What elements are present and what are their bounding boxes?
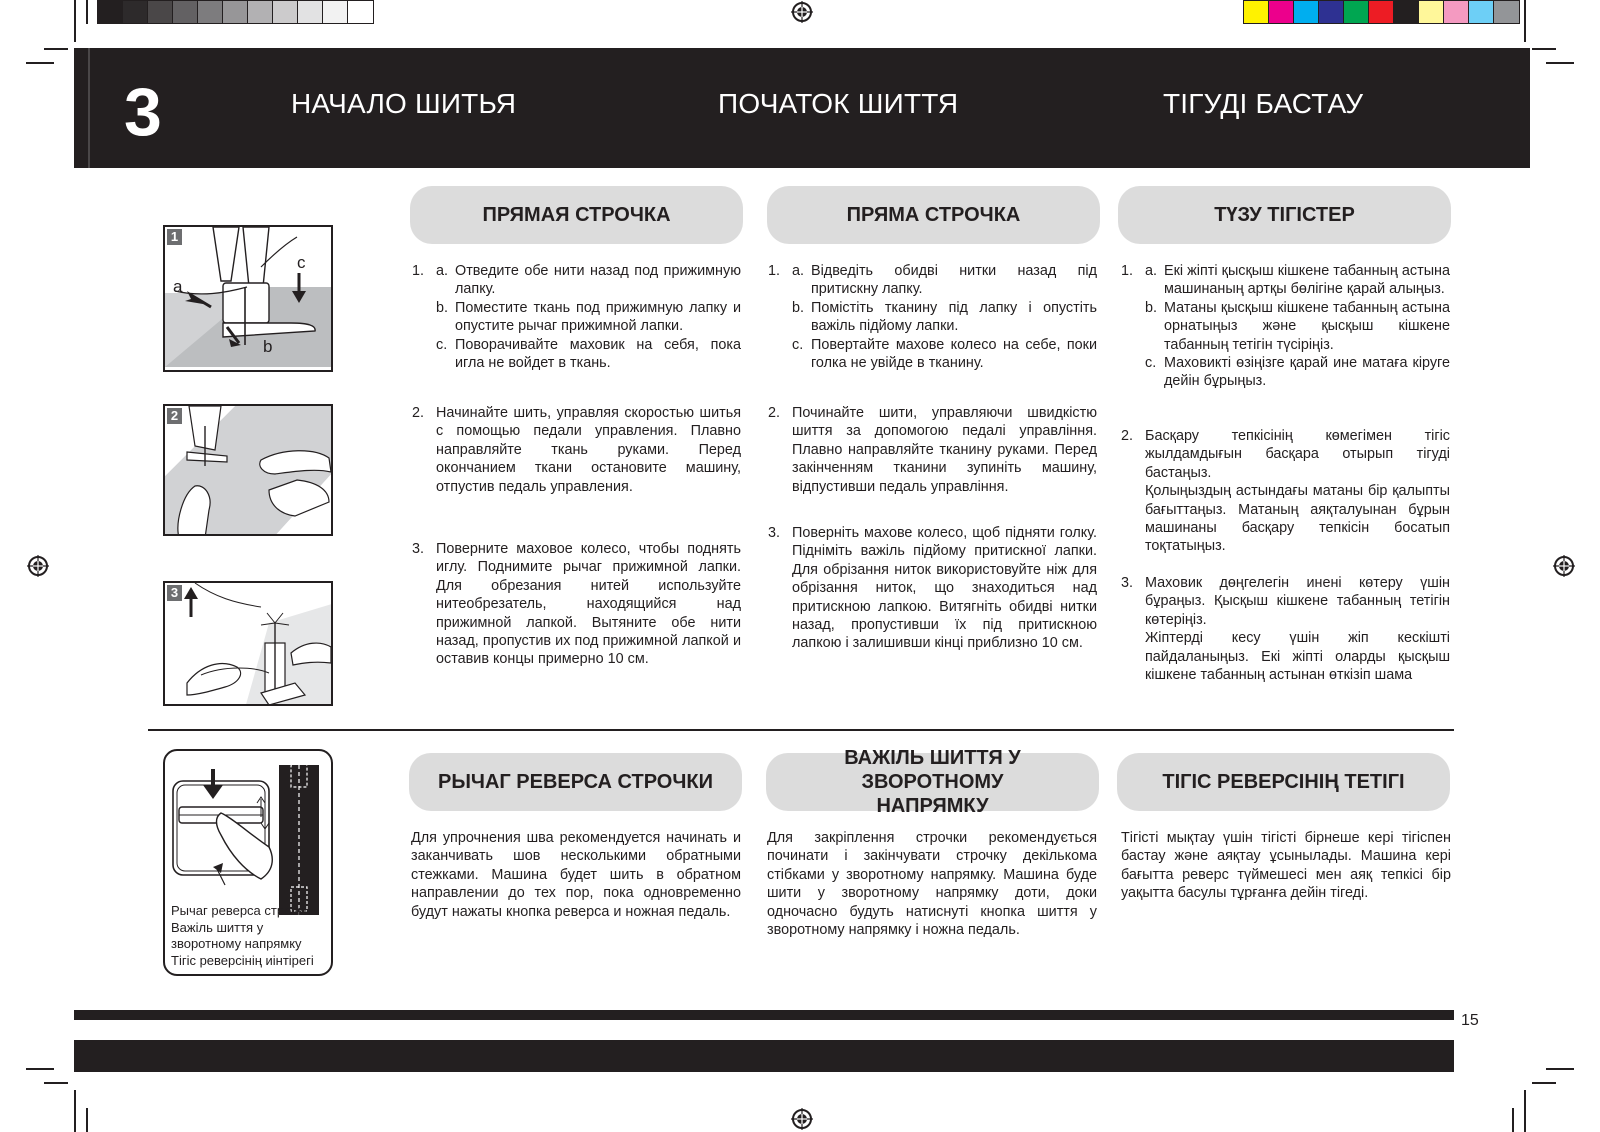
step-3-uk <box>767 524 1097 653</box>
grey-swatch <box>148 1 173 23</box>
instructions-ru <box>411 262 741 372</box>
color-swatch <box>1469 1 1494 23</box>
step-text: Маховик дөңгелегін инені көтеру үшін бұраңыз. Қысқыш кішкене табанның тетігін көтеріңіз. <box>1145 575 1450 628</box>
grey-swatch <box>123 1 148 23</box>
instructions-uk-step3 <box>767 524 1097 653</box>
instructions-kk-step3 <box>1120 574 1450 684</box>
step-1c <box>1145 354 1450 391</box>
step-3-kk <box>1120 574 1450 684</box>
section-title-reverse-ru: РЫЧАГ РЕВЕРСА СТРОЧКИ <box>409 753 742 811</box>
grey-swatch <box>273 1 298 23</box>
step-1a <box>792 262 1097 299</box>
step-number: 3. <box>768 525 781 541</box>
registration-mark-bottom-icon <box>791 1108 813 1130</box>
presser-foot-illustration <box>165 227 333 372</box>
substep-letter: c. <box>792 336 804 353</box>
instructions-ru-step3 <box>411 540 741 669</box>
grey-swatch <box>98 1 123 23</box>
step-text: Начинайте шить, управляя скоростью шитья с помощью педали управления. Плавно направляйте ткань руками. Перед окончанием ткани остановите машину, отпустив педаль управления. <box>436 405 741 495</box>
figure-label-c: c <box>297 253 306 272</box>
grey-swatch <box>223 1 248 23</box>
step-2-kk <box>1120 427 1450 556</box>
step-1c <box>792 336 1097 373</box>
step-1-ru <box>411 262 741 372</box>
thread-cutter-illustration <box>165 583 333 706</box>
legend-line: Тігіс реверсінің иінтірегі <box>171 952 314 968</box>
substep-letter: a. <box>1145 263 1158 279</box>
section-title-straight-stitch-ru: ПРЯМАЯ СТРОЧКА <box>410 186 743 244</box>
instructions-ru-step2 <box>411 404 741 496</box>
substep-text: Поместите ткань под прижимную лапку и опустите рычаг прижимной лапки. <box>455 299 741 335</box>
section-title-straight-stitch-uk: ПРЯМА СТРОЧКА <box>767 186 1100 244</box>
color-swatch <box>1344 1 1369 23</box>
color-swatch <box>1294 1 1319 23</box>
footer-band <box>74 1040 1454 1072</box>
substep-text: Отведите обе нити назад под прижимную лапку. <box>455 263 741 298</box>
step-1b <box>792 299 1097 336</box>
substep-letter: c. <box>436 336 448 353</box>
step-number: 3. <box>1121 575 1134 591</box>
color-bar <box>1243 0 1520 24</box>
header-stripe <box>88 48 90 168</box>
grey-swatch <box>298 1 323 23</box>
legend-line: Важіль шиття у <box>171 919 264 935</box>
step-text: Қолыңыздың астындағы матаны бір қалыпты бағыттаңыз. Матаның аяқталуынан бұрын машинаны басқару тепкісін босатып тоқтатыңыз. <box>1145 483 1450 555</box>
figure-reverse-lever <box>163 749 333 976</box>
instructions-kk-step2 <box>1120 427 1450 556</box>
figure-label-b: b <box>263 337 273 356</box>
instructions-uk-step2 <box>767 404 1097 496</box>
substep-text: Помістіть тканину під лапку і опустіть важіль підйому лапки. <box>811 299 1097 335</box>
step-2-ru <box>411 404 741 496</box>
figure-number: 1 <box>167 229 182 245</box>
registration-mark-left-icon <box>27 555 49 577</box>
footer-rule <box>74 1010 1454 1020</box>
figure-number: 3 <box>167 585 182 601</box>
substep-letter: a. <box>436 263 449 279</box>
figure-label-a: a <box>173 277 183 296</box>
section-title-reverse-uk: ВАЖІЛЬ ШИТТЯ У ЗВОРОТНОМУ НАПРЯМКУ <box>766 753 1099 811</box>
substep-letter: b. <box>792 299 805 316</box>
chapter-header <box>74 48 1530 168</box>
step-1-kk <box>1120 262 1450 391</box>
step-number: 2. <box>412 405 425 421</box>
instructions-kk <box>1120 262 1450 391</box>
grey-swatch <box>173 1 198 23</box>
substep-text: Екі жіпті қысқыш кішкене табанның астына машинаның артқы бөлігіне қарай алыңыз. <box>1164 263 1450 298</box>
registration-mark-right-icon <box>1553 555 1575 577</box>
substep-text: Маховикті өзіңізге қарай ине матаға кіруге дейін бұрыңыз. <box>1164 355 1450 390</box>
reverse-text-kk: Тігісті мықтау үшін тігісті бірнеше кері тігіспен бастау және аяқтау ұсынылады. Машина кері бағытта реверс түймешесі мен аяқ тепкісі бір уақытта басулы тұрғанға дейін тігеді. <box>1121 830 1451 902</box>
color-swatch <box>1244 1 1269 23</box>
substep-text: Відведіть обидві нитки назад під притискну лапку. <box>811 263 1097 298</box>
step-number: 1. <box>412 263 425 279</box>
substep-letter: a. <box>792 263 805 279</box>
section-title-reverse-kk: ТІГІС РЕВЕРСІНІҢ ТЕТІГІ <box>1117 753 1450 811</box>
step-text: Поверните маховое колесо, чтобы поднять иглу. Поднимите рычаг прижимной лапки. Для обрезания нитей используйте нитеобрезатель, находящийся над прижимной лапкой. Вытяните обе нити назад, пропустив их под прижимной лапкой и оставив концы примерно 10 см. <box>436 541 741 668</box>
substep-letter: b. <box>1145 299 1158 316</box>
step-1-uk <box>767 262 1097 372</box>
substep-text: Поворачивайте маховик на себя, пока игла не войдет в ткань. <box>455 336 741 372</box>
color-swatch <box>1444 1 1469 23</box>
grey-swatch <box>198 1 223 23</box>
substep-text: Матаны қысқыш кішкене табанның астына орнатыңыз және қысқыш кішкене табанның тетігін түсіріңіз. <box>1164 299 1450 353</box>
step-number: 2. <box>1121 428 1134 444</box>
figure-1-presser-foot <box>163 225 333 372</box>
step-number: 1. <box>1121 263 1134 279</box>
registration-mark-top-icon <box>791 1 813 23</box>
step-number: 2. <box>768 405 781 421</box>
reverse-text-ru: Для упрочнения шва рекомендуется начинать и заканчивать шов несколькими обратными стежками. Машина будет шить в обратном направлении до тех пор, пока одновременно будут нажаты кнопка реверса и ножная педаль. <box>411 830 741 920</box>
substep-letter: b. <box>436 299 449 316</box>
figure-number: 2 <box>167 408 182 424</box>
step-1a <box>1145 262 1450 299</box>
page-number: 15 <box>1461 1012 1479 1029</box>
step-1a <box>436 262 741 299</box>
step-text: Поверніть махове колесо, щоб підняти голку. Підніміть важіль підйому притискної лапки. Для обрізання ниток використовуйте ніж для обрізання ниток, що знаходиться над притискною лапкою. Витягніть обидві нитки назад, пропустивши їх під притискною лапкою і залишивши кінці приблизно 10 см. <box>792 525 1097 652</box>
step-number: 1. <box>768 263 781 279</box>
step-text: Жіптерді кесу үшін жіп кескішті пайдаланыңыз. Екі жіпті оларды қысқыш кішкене табанның астынан өткізіп шама <box>1145 630 1450 684</box>
step-text: Басқару тепкісінің көмегімен тігіс жылдамдығын басқара отырып тігуді бастаңыз. <box>1145 428 1450 481</box>
chapter-title-ru: НАЧАЛО ШИТЬЯ <box>291 88 517 119</box>
grey-swatch <box>248 1 273 23</box>
color-swatch <box>1419 1 1444 23</box>
color-swatch <box>1394 1 1419 23</box>
substep-letter: c. <box>1145 355 1157 372</box>
section-divider <box>148 729 1454 731</box>
substep-text: Повертайте махове колесо на себе, поки голка не увійде в тканину. <box>811 336 1097 372</box>
grey-scale-bar <box>97 0 374 24</box>
figure-3-thread-cutter <box>163 581 333 706</box>
step-3-ru <box>411 540 741 669</box>
figure-legend <box>171 903 314 969</box>
step-1c <box>436 336 741 373</box>
chapter-title-kk: ТІГУДІ БАСТАУ <box>1163 88 1364 119</box>
step-1b <box>1145 299 1450 354</box>
guiding-fabric-illustration <box>165 406 333 536</box>
chapter-number: 3 <box>124 74 162 150</box>
color-swatch <box>1494 1 1519 23</box>
color-swatch <box>1319 1 1344 23</box>
step-2-uk <box>767 404 1097 496</box>
section-title-straight-stitch-kk: ТҮЗУ ТІГІСТЕР <box>1118 186 1451 244</box>
step-number: 3. <box>412 541 425 557</box>
color-swatch <box>1369 1 1394 23</box>
grey-swatch <box>323 1 348 23</box>
legend-line: Рычаг реверса строчки <box>171 903 311 918</box>
step-1b <box>436 299 741 336</box>
reverse-text-uk: Для закріплення строчки рекомендується починати і закінчувати строчку декількома стібками у зворотному напрямку. Машина буде шити у зворотному напрямку доти, доки одночасно будуть натиснуті кнопка шиття у зворотному напрямку і ножна педаль. <box>767 830 1097 939</box>
step-text: Починайте шити, управляючи швидкістю шиття за допомогою педалі управління. Плавно направляйте тканину руками. Перед закінченням тканини зупиніть машину, відпустивши педаль управління. <box>792 405 1097 495</box>
chapter-title-uk: ПОЧАТОК ШИТТЯ <box>718 88 959 119</box>
grey-swatch <box>348 1 373 23</box>
figure-2-guiding-fabric <box>163 404 333 536</box>
instructions-uk <box>767 262 1097 372</box>
color-swatch <box>1269 1 1294 23</box>
legend-line: зворотному напрямку <box>171 936 302 951</box>
